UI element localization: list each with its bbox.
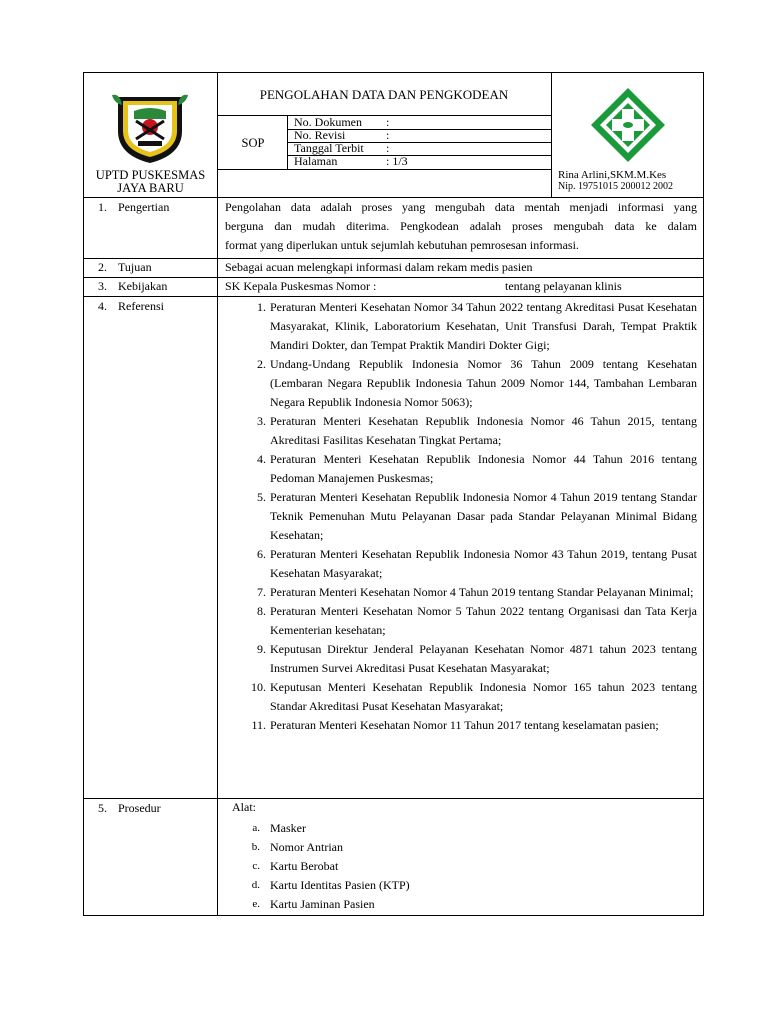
item-text: Peraturan Menteri Kesehatan Nomor 5 Tahun 2022 tentang Organisasi dan Tata Kerja Kementerian kesehatan; (270, 604, 697, 637)
item-text: Kartu Jaminan Pasien (270, 897, 375, 911)
pengertian-line: berguna dan mudah diterima. Pengkodean adalah proses mengubah data ke dalam (225, 219, 697, 233)
list-item (225, 876, 697, 895)
meta-halaman (294, 155, 408, 168)
item-number: 5. (257, 490, 266, 504)
list-item (225, 838, 697, 857)
item-number: 3. (257, 414, 266, 428)
signatory-name: Rina Arlini,SKM.M.Kes (558, 169, 667, 181)
tujuan-text: Sebagai acuan melengkapi informasi dalam rekam medis pasien (225, 260, 533, 274)
list-item (225, 678, 697, 716)
item-number: 10. (251, 680, 266, 694)
sop-label: SOP (241, 136, 265, 150)
puskesmas-green-cross-icon (588, 85, 668, 165)
section-title: Prosedur (118, 801, 161, 815)
section-label-prosedur (98, 801, 161, 815)
section-label-pengertian (98, 200, 169, 214)
item-number: 8. (257, 604, 266, 618)
item-text: Nomor Antrian (270, 840, 343, 854)
divider (84, 277, 703, 278)
item-text: Kartu Identitas Pasien (KTP) (270, 878, 410, 892)
item-text: Peraturan Menteri Kesehatan Nomor 34 Tahun 2022 tentang Akreditasi Pusat Kesehatan Masyarakat, Klinik, Laboratorium Kesehatan, Unit Transfusi Darah, Tempat Praktik Mandiri Dokter, dan Tempat Praktik Mandiri Dokter Gigi; (270, 300, 697, 352)
item-letter: a. (252, 822, 260, 834)
section-title: Pengertian (118, 200, 170, 214)
signatory (558, 169, 673, 193)
list-item (225, 298, 697, 355)
sop-document (83, 72, 704, 916)
list-item (225, 488, 697, 545)
document-title: PENGOLAHAN DATA DAN PENGKODEAN (259, 87, 509, 102)
item-number: 9. (257, 642, 266, 656)
section-label-referensi (98, 299, 164, 313)
meta-value: : (386, 115, 390, 129)
referensi-list (225, 298, 697, 735)
item-number: 11. (251, 718, 266, 732)
section-label-kebijakan (98, 279, 167, 293)
signatory-nip: Nip. 19751015 200012 2002 (558, 181, 673, 192)
section-number: 1. (98, 200, 107, 214)
item-text: Peraturan Menteri Kesehatan Republik Indonesia Nomor 4 Tahun 2019 tentang Standar Teknik Pemenuhan Mutu Pelayanan Dasar pada Standar Pelayanan Minimal Bidang Kesehatan; (270, 490, 697, 542)
list-item (225, 640, 697, 678)
list-item (225, 355, 697, 412)
item-text: Kartu Berobat (270, 859, 339, 873)
meta-value: : 1/3 (386, 154, 408, 168)
item-letter: b. (251, 841, 260, 853)
list-item (225, 412, 697, 450)
section-title: Tujuan (118, 260, 152, 274)
meta-label: Tanggal Terbit (294, 141, 364, 155)
section-number: 5. (98, 801, 107, 815)
meta-value: : (386, 141, 390, 155)
list-item (225, 450, 697, 488)
unit-name-line: UPTD PUSKESMAS (95, 168, 206, 182)
unit-name (84, 169, 217, 195)
divider (84, 798, 703, 799)
item-letter: d. (251, 879, 260, 891)
meta-label: Halaman (294, 154, 338, 168)
item-number: 2. (257, 357, 266, 371)
meta-label: No. Dokumen (294, 115, 362, 129)
item-number: 1. (257, 300, 266, 314)
pengertian-line: Pengolahan data adalah proses yang mengubah data mentah menjadi informasi yang (225, 200, 697, 214)
unit-name-line: JAYA BARU (117, 181, 184, 195)
item-text: Peraturan Menteri Kesehatan Republik Indonesia Nomor 46 Tahun 2015, tentang Akreditasi Fasilitas Kesehatan Tingkat Pertama; (270, 414, 697, 447)
list-item (225, 895, 697, 914)
kebijakan-text-tentang: tentang pelayanan klinis (505, 279, 622, 293)
divider (551, 73, 552, 197)
list-item (225, 545, 697, 583)
divider (217, 169, 551, 170)
alat-list (225, 819, 697, 914)
list-item (225, 716, 697, 735)
item-number: 7. (257, 585, 266, 599)
section-title: Kebijakan (118, 279, 168, 293)
item-number: 4. (257, 452, 266, 466)
item-text: Peraturan Menteri Kesehatan Nomor 4 Tahun 2019 tentang Standar Pelayanan Minimal; (270, 585, 694, 599)
section-label-tujuan (98, 260, 152, 274)
item-text: Keputusan Direktur Jenderal Pelayanan Kesehatan Nomor 4871 tahun 2023 tentang Instrumen Survei Akreditasi Pusat Kesehatan Masyarakat; (270, 642, 697, 675)
kebijakan-text: SK Kepala Puskesmas Nomor : (225, 279, 377, 293)
item-text: Masker (270, 821, 306, 835)
section-title: Referensi (118, 299, 164, 313)
item-number: 6. (257, 547, 266, 561)
section-number: 3. (98, 279, 107, 293)
item-text: Keputusan Menteri Kesehatan Republik Indonesia Nomor 165 tahun 2023 tentang Standar Akreditasi Pusat Kesehatan Masyarakat; (270, 680, 697, 713)
item-text: Undang-Undang Republik Indonesia Nomor 36 Tahun 2009 tentang Kesehatan (Lembaran Negara Republik Indonesia Tahun 2009 Nomor 144, Tambahan Lembaran Negara Republik Indonesia Nomor 5063); (270, 357, 697, 409)
pengertian-line: format yang diperlukan untuk sejumlah kebutuhan pemrosesan informasi. (225, 238, 579, 252)
divider (217, 73, 218, 916)
section-number: 2. (98, 260, 107, 274)
list-item (225, 857, 697, 876)
alat-title: Alat: (232, 800, 256, 814)
list-item (225, 819, 697, 838)
meta-label: No. Revisi (294, 128, 346, 142)
item-letter: c. (252, 860, 260, 872)
aceh-coat-of-arms-icon (110, 91, 190, 165)
item-text: Peraturan Menteri Kesehatan Republik Indonesia Nomor 44 Tahun 2016 tentang Pedoman Manajemen Puskesmas; (270, 452, 697, 485)
divider (84, 296, 703, 297)
meta-value: : (386, 128, 390, 142)
item-text: Peraturan Menteri Kesehatan Republik Indonesia Nomor 43 Tahun 2019, tentang Pusat Kesehatan Masyarakat; (270, 547, 697, 580)
item-letter: e. (252, 898, 260, 910)
list-item (225, 583, 697, 602)
item-text: Peraturan Menteri Kesehatan Nomor 11 Tahun 2017 tentang keselamatan pasien; (270, 718, 659, 732)
section-number: 4. (98, 299, 107, 313)
list-item (225, 602, 697, 640)
